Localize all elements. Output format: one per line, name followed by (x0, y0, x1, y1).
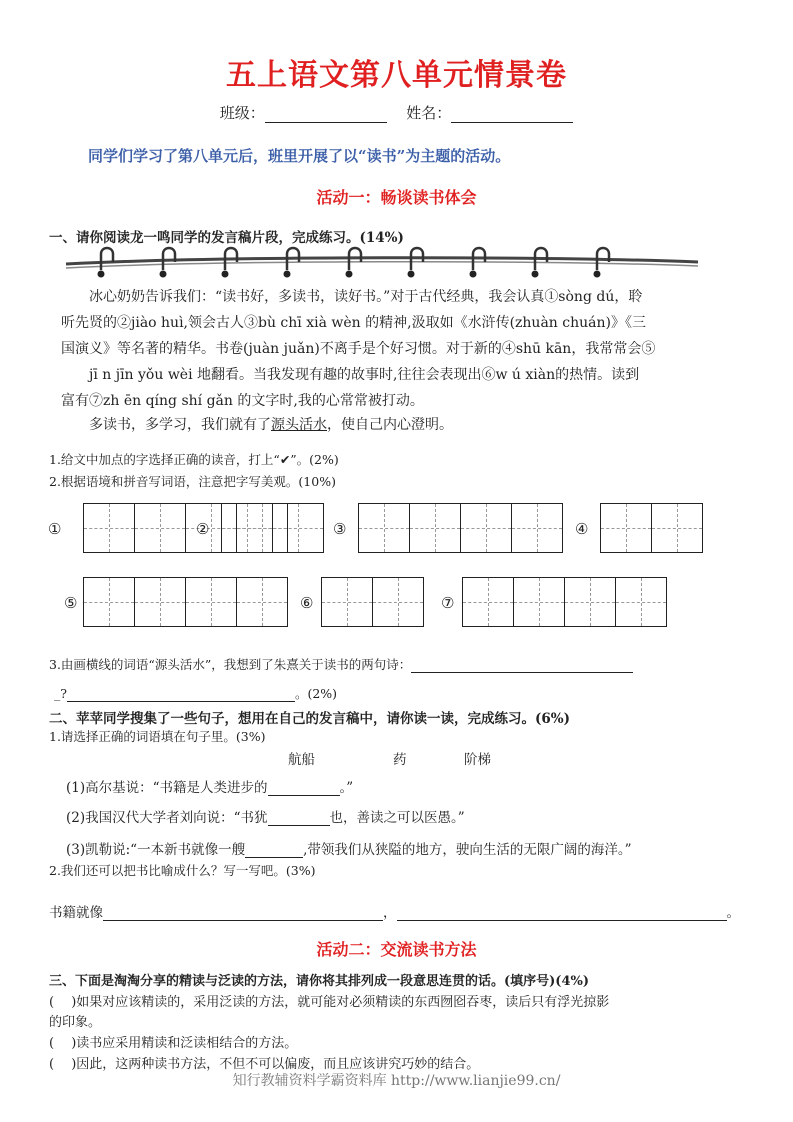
name-label: 姓名： (406, 104, 452, 122)
sentence-1-start: (1)高尔基说：“书籍是人类进步的 (66, 780, 268, 796)
sentence-3-end: ,带领我们从狭隘的地方，驶向生活的无限广阔的海洋。” (303, 842, 632, 858)
metaphor-blank-2[interactable] (397, 920, 727, 921)
grid-label-7: ⑦ (441, 594, 455, 612)
sentence-1-end: 。” (339, 780, 354, 796)
writing-grid-2[interactable] (221, 503, 324, 553)
spiral-hole-icon (346, 271, 353, 278)
word-option-3: 阶梯 (464, 752, 491, 768)
writing-grid-7[interactable] (462, 577, 667, 627)
section-one-heading: 一、请你阅读龙一鸣同学的发言稿片段，完成练习。(14%) (49, 230, 404, 246)
passage-line-4: jī n jīn yǒu wèi 地翻看。当我发现有趣的故事时,往往会表现出⑥w ú xiàn的热情。读到 (89, 367, 640, 383)
footer-watermark: 知行教辅资料学霸资料库 http://www.lianjie99.cn/ (232, 1073, 561, 1089)
grid-label-3: ③ (333, 520, 347, 538)
grid-label-2: ② (196, 520, 210, 538)
sentence-2 (66, 806, 465, 826)
sentence-3-start: (3)凯勒说:“一本新书就像一艘 (66, 842, 246, 858)
passage-line-1: 冰心奶奶告诉我们：“读书好，多读书，读好书。”对于古代经典，我会认真①sòng dú，聆 (89, 289, 643, 305)
metaphor-line (49, 901, 740, 921)
underlined-phrase: 源头活水 (271, 417, 327, 433)
sentence-1 (66, 776, 353, 796)
poem-answer-suffix: 。(2%) (294, 686, 338, 701)
class-name-line (0, 102, 793, 123)
metaphor-prefix: 书籍就像 (49, 905, 103, 921)
metaphor-period: 。 (726, 905, 740, 921)
ordering-item-3[interactable]: ( )因此，这两种读书方法，不但不可以偏废，而且应该讲究巧妙的结合。 (49, 1057, 480, 1072)
grid-label-5: ⑤ (64, 594, 78, 612)
grid-label-1: ① (48, 520, 62, 538)
section-three-heading: 三、下面是淘淘分享的精读与泛读的方法，请你将其排列成一段意思连贯的话。(填序号)(4%) (49, 974, 590, 989)
word-option-1: 航船 (288, 752, 315, 768)
metaphor-comma: ， (383, 905, 397, 921)
name-field[interactable] (451, 122, 573, 123)
writing-grid-3[interactable] (358, 503, 563, 553)
ordering-item-2[interactable]: ( )读书应采用精读和泛读相结合的方法。 (49, 1036, 298, 1051)
spiral-hole-icon (594, 271, 601, 278)
activity-two-heading: 活动二：交流读书方法 (316, 940, 477, 959)
spiral-hole-icon (160, 271, 167, 278)
spiral-hole-icon (98, 271, 105, 278)
question-2-1: 1.请选择正确的词语填在句子里。(3%) (49, 729, 266, 744)
sentence-3-blank[interactable] (245, 857, 303, 858)
notebook-spiral-binding (62, 246, 702, 282)
sentence-1-blank[interactable] (268, 795, 340, 796)
question-1-3-line2 (54, 684, 337, 702)
section-two-heading: 二、苹苹同学搜集了一些句子，想用在自己的发言稿中，请你读一读，完成练习。(6%) (49, 711, 570, 727)
ordering-item-1[interactable]: ( )如果对应该精读的，采用泛读的方法，就可能对必须精读的东西囫囵吞枣，读后只有浮光掠影 (49, 995, 610, 1010)
page-title: 五上语文第八单元情景卷 (226, 58, 567, 93)
poem-answer-line-1[interactable] (411, 672, 633, 673)
class-field[interactable] (265, 122, 387, 123)
poem-answer-prefix: _? (54, 686, 67, 701)
writing-grid-5[interactable] (83, 577, 288, 627)
spiral-hole-icon (470, 271, 477, 278)
question-1-3-text: 3.由画横线的词语“源头活水”，我想到了朱熹关于读书的两句诗： (49, 657, 412, 672)
spiral-hole-icon (408, 271, 415, 278)
sentence-2-blank[interactable] (268, 825, 330, 826)
passage-line-3: 国演义》等名著的精华。书卷(juàn juǎn)不离手是个好习惯。对于新的④shū kān，我常常会⑤ (61, 341, 656, 357)
sentence-2-start: (2)我国汉代大学者刘向说：“书犹 (66, 810, 268, 826)
spiral-hole-icon (222, 271, 229, 278)
grid-label-4: ④ (575, 520, 589, 538)
ordering-item-1-cont: 的印象。 (49, 1015, 102, 1030)
question-1-1: 1.给文中加点的字选择正确的读音，打上“✔”。(2%) (49, 452, 339, 467)
activity-one-heading: 活动一：畅谈读书体会 (316, 188, 477, 207)
passage-line-6a: 多读书，多学习，我们就有了 (89, 417, 271, 433)
sentence-2-end: 也，善读之可以医愚。” (329, 810, 465, 826)
spiral-hole-icon (284, 271, 291, 278)
question-1-3 (49, 655, 633, 673)
passage-line-6c: ，使自己内心澄明。 (327, 417, 453, 433)
word-option-2: 药 (393, 752, 407, 768)
passage-line-5: 富有⑦zh ēn qíng shí gǎn 的文字时,我的心常常被打动。 (61, 393, 424, 409)
passage-line-6 (61, 413, 741, 438)
writing-grid-6[interactable] (321, 577, 424, 627)
sentence-3 (66, 838, 632, 858)
spiral-hole-icon (532, 271, 539, 278)
question-2-2: 2.我们还可以把书比喻成什么？写一写吧。(3%) (49, 863, 316, 878)
question-1-2: 2.根据语境和拼音写词语，注意把字写美观。(10%) (49, 474, 336, 489)
intro-text: 同学们学习了第八单元后，班里开展了以“读书”为主题的活动。 (88, 147, 511, 165)
metaphor-blank-1[interactable] (103, 920, 383, 921)
poem-answer-line-2[interactable] (67, 701, 295, 702)
passage-line-2: 听先贤的②jiào huì,领会古人③bù chī xià wèn 的精神,汲取如《水浒传(zhuàn chuán)》《三 (61, 315, 646, 331)
grid-label-6: ⑥ (300, 594, 314, 612)
class-label: 班级： (219, 104, 265, 122)
writing-grid-4[interactable] (600, 503, 703, 553)
